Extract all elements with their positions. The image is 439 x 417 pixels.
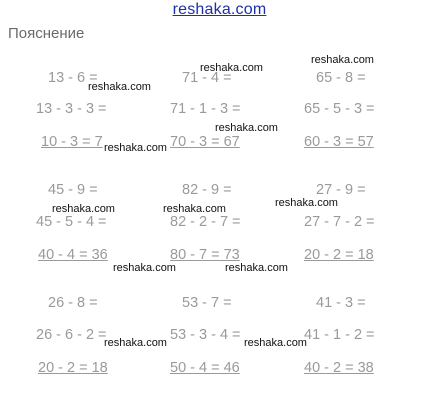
watermark: reshaka.com [163,203,226,215]
watermark: reshaka.com [244,337,307,349]
section-title: Пояснение [8,25,85,42]
block-2-line-3: 70 - 3 = 67 [170,134,240,150]
block-5-line-3: 80 - 7 = 73 [170,247,240,263]
block-4-line-2: 45 - 5 - 4 = [36,214,107,230]
block-7-line-2: 26 - 6 - 2 = [36,327,107,343]
block-8-line-1: 53 - 7 = [182,295,232,311]
watermark: reshaka.com [275,197,338,209]
watermark: reshaka.com [104,337,167,349]
block-9-line-2: 41 - 1 - 2 = [304,327,375,343]
watermark: reshaka.com [215,122,278,134]
block-8-line-2: 53 - 3 - 4 = [170,327,241,343]
block-6-line-1: 27 - 9 = [316,182,366,198]
block-5-line-2: 82 - 2 - 7 = [170,214,241,230]
watermark: reshaka.com [52,203,115,215]
site-watermark-link[interactable]: reshaka.com [172,1,267,18]
block-7-line-3: 20 - 2 = 18 [38,360,108,376]
block-8-line-3: 50 - 4 = 46 [170,360,240,376]
block-1-line-1: 13 - 6 = [48,70,98,86]
block-5-line-1: 82 - 9 = [182,182,232,198]
watermark: reshaka.com [104,142,167,154]
block-2-line-2: 71 - 1 - 3 = [170,101,241,117]
block-1-line-3: 10 - 3 = 7 [41,134,103,150]
block-9-line-1: 41 - 3 = [316,295,366,311]
block-4-line-3: 40 - 4 = 36 [38,247,108,263]
watermark: reshaka.com [200,62,263,74]
block-3-line-3: 60 - 3 = 57 [304,134,374,150]
block-1-line-2: 13 - 3 - 3 = [36,101,107,117]
block-3-line-1: 65 - 8 = [316,70,366,86]
watermark: reshaka.com [225,262,288,274]
block-3-line-2: 65 - 5 - 3 = [304,101,375,117]
watermark: reshaka.com [113,262,176,274]
block-6-line-2: 27 - 7 - 2 = [304,214,375,230]
block-4-line-1: 45 - 9 = [48,182,98,198]
block-9-line-3: 40 - 2 = 38 [304,360,374,376]
block-6-line-3: 20 - 2 = 18 [304,247,374,263]
watermark: reshaka.com [311,54,374,66]
block-2-line-1: 71 - 4 = [182,70,232,86]
watermark: reshaka.com [88,81,151,93]
block-7-line-1: 26 - 8 = [48,295,98,311]
